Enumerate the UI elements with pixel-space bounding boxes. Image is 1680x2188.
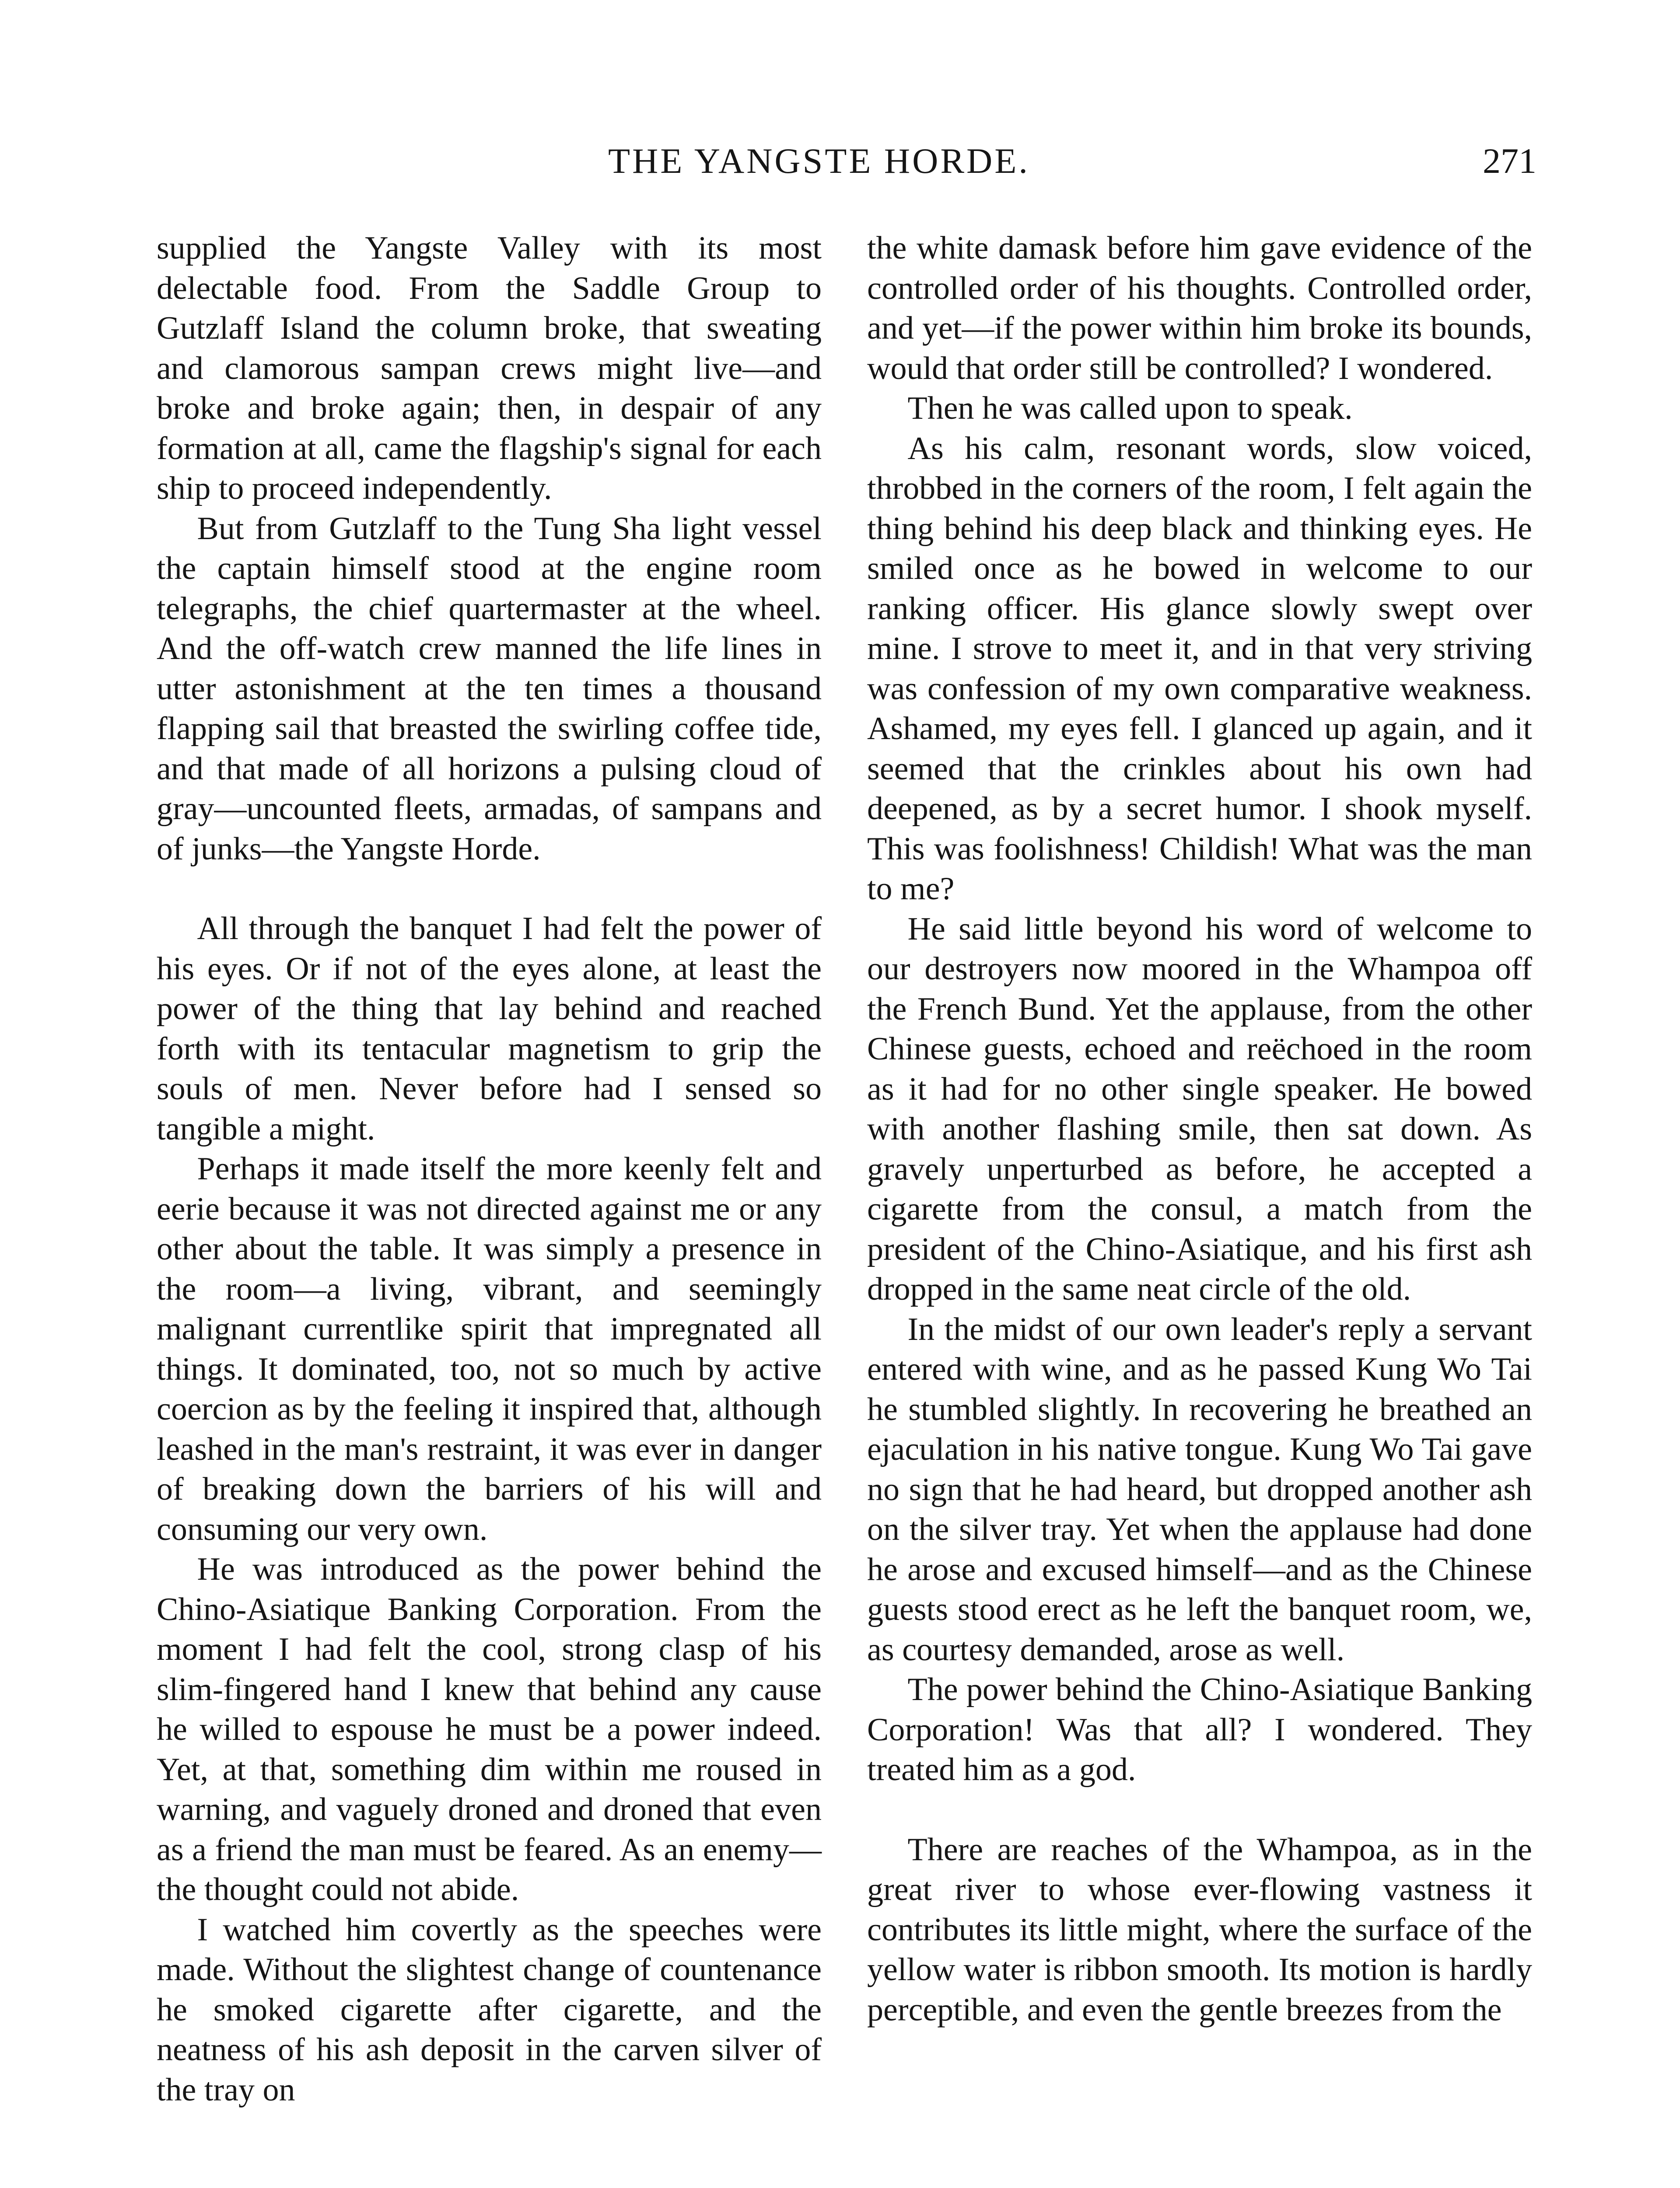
right-paragraph-7: There are reaches of the Whampoa, as in the great river to whose ever-flowing vastness it contributes its little might, where the surface of the yellow water is ribbon smooth. Its motion is hardly perceptible, and even the gentle breezes from the (867, 1831, 1532, 2028)
right-paragraph-4: He said little beyond his word of welcome to our destroyers now moored in the Whampoa off the French Bund. Yet the applause, from the other Chinese guests, echoed and reëchoed in the room as it had for no other single speaker. He bowed with another flashing smile, then sat down. As gravely unperturbed as before, he accepted a cigarette from the consul, a match from the president of the Chino-Asiatique, and his first ash dropped in the same neat circle of the old. (867, 911, 1532, 1307)
right-paragraph-6: The power behind the Chino-Asiatique Banking Corporation! Was that all? I wondered. They treated him as a god. (867, 1672, 1532, 1788)
left-column (157, 228, 822, 2110)
right-paragraph-2: Then he was called upon to speak. (907, 390, 1353, 426)
right-paragraph-3: As his calm, resonant words, slow voiced, throbbed in the corners of the room, I felt again the thing behind his deep black and thinking eyes. He smiled once as he bowed in welcome to our ranking officer. His glance slowly swept over mine. I strove to meet it, and in that very striving was confession of my own comparative weakness. Ashamed, my eyes fell. I glanced up again, and it seemed that the crinkles about his own had deepened, as by a secret humor. I shook myself. This was foolishness! Childish! What was the man to me? (867, 430, 1532, 907)
left-paragraph-2: But from Gutzlaff to the Tung Sha light vessel the captain himself stood at the engine room telegraphs, the chief quartermaster at the wheel. And the off-watch crew manned the life lines in utter astonishment at the ten times a thousand flapping sail that breasted the swirling coffee tide, and that made of all horizons a pulsing cloud of gray—uncounted fleets, armadas, of sampans and of junks—the Yangste Horde. (157, 510, 822, 867)
right-column (867, 228, 1532, 2030)
right-paragraph-1: the white damask before him gave evidence of the controlled order of his thoughts. Controlled order, and yet—if the power within him broke its bounds, would that order still be controlled? I wondered. (867, 230, 1532, 386)
right-paragraph-5: In the midst of our own leader's reply a servant entered with wine, and as he passed Kung Wo Tai he stumbled slightly. In recovering he breathed an ejaculation in his native tongue. Kung Wo Tai gave no sign that he had heard, but dropped another ash on the silver tray. Yet when the applause had done he arose and excused himself—and as the Chinese guests stood erect as he left the banquet room, we, as courtesy demanded, arose as well. (867, 1311, 1532, 1668)
left-paragraph-6: I watched him covertly as the speeches were made. Without the slightest change of countenance he smoked cigarette after cigarette, and the neatness of his ash deposit in the carven silver of the tray on (157, 1911, 822, 2108)
left-paragraph-5: He was introduced as the power behind the Chino-Asiatique Banking Corporation. From the moment I had felt the cool, strong clasp of his slim-fingered hand I knew that behind any cause he willed to espouse he must be a power indeed. Yet, at that, something dim within me roused in warning, and vaguely droned and droned that even as a friend the man must be feared. As an enemy—the thought could not abide. (157, 1551, 822, 1907)
left-paragraph-3: All through the banquet I had felt the power of his eyes. Or if not of the eyes alone, at least the power of the thing that lay behind and reached forth with its tentacular magnetism to grip the souls of men. Never before had I sensed so tangible a might. (157, 911, 822, 1147)
left-paragraph-1: supplied the Yangste Valley with its most delectable food. From the Saddle Group to Gutzlaff Island the column broke, that sweating and clamorous sampan crews might live—and broke and broke again; then, in despair of any formation at all, came the flagship's signal for each ship to proceed independently. (157, 230, 822, 506)
page-number: 271 (1483, 141, 1536, 181)
left-paragraph-4: Perhaps it made itself the more keenly felt and eerie because it was not directed against me or any other about the table. It was simply a presence in the room—a living, vibrant, and seemingly malignant currentlike spirit that impregnated all things. It dominated, too, not so much by active coercion as by the feeling it inspired that, although leashed in the man's restraint, it was ever in danger of breaking down the barriers of his will and consuming our very own. (157, 1151, 822, 1547)
running-title: THE YANGSTE HORDE. (608, 141, 1030, 181)
